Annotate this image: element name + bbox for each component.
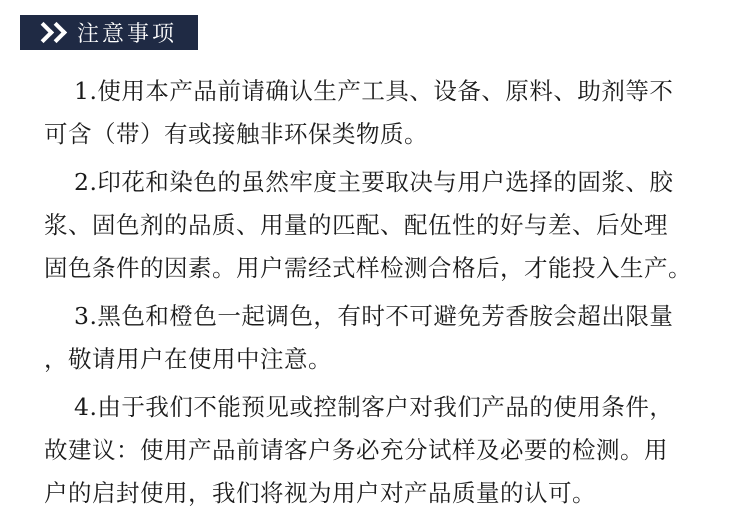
note-line: ，敬请用户在使用中注意。 — [44, 345, 332, 373]
note-line: 3.黑色和橙色一起调色，有时不可避免芳香胺会超出限量 — [74, 302, 674, 330]
note-line: 浆、固色剂的品质、用量的匹配、配伍性的好与差、后处理 — [44, 211, 668, 239]
double-chevron-right-icon — [36, 25, 61, 40]
note-line: 可含（带）有或接触非环保类物质。 — [44, 120, 428, 148]
section-title: 注意事项 — [77, 22, 178, 47]
notes-list — [44, 70, 724, 520]
note-item-4 — [44, 386, 724, 515]
note-item-1 — [44, 70, 724, 156]
note-line: 1.使用本产品前请确认生产工具、设备、原料、助剂等不 — [74, 77, 674, 105]
note-line: 户的启封使用，我们将视为用户对产品质量的认可。 — [44, 479, 596, 507]
note-item-3 — [44, 295, 724, 381]
note-line: 4.由于我们不能预见或控制客户对我们产品的使用条件， — [74, 393, 674, 421]
note-line: 故建议：使用产品前请客户务必充分试样及必要的检测。用 — [44, 436, 668, 464]
section-header — [20, 15, 198, 50]
note-line: 固色条件的因素。用户需经式样检测合格后，才能投入生产。 — [44, 254, 692, 282]
note-item-2 — [44, 161, 724, 290]
note-line: 2.印花和染色的虽然牢度主要取决与用户选择的固浆、胶 — [74, 168, 674, 196]
